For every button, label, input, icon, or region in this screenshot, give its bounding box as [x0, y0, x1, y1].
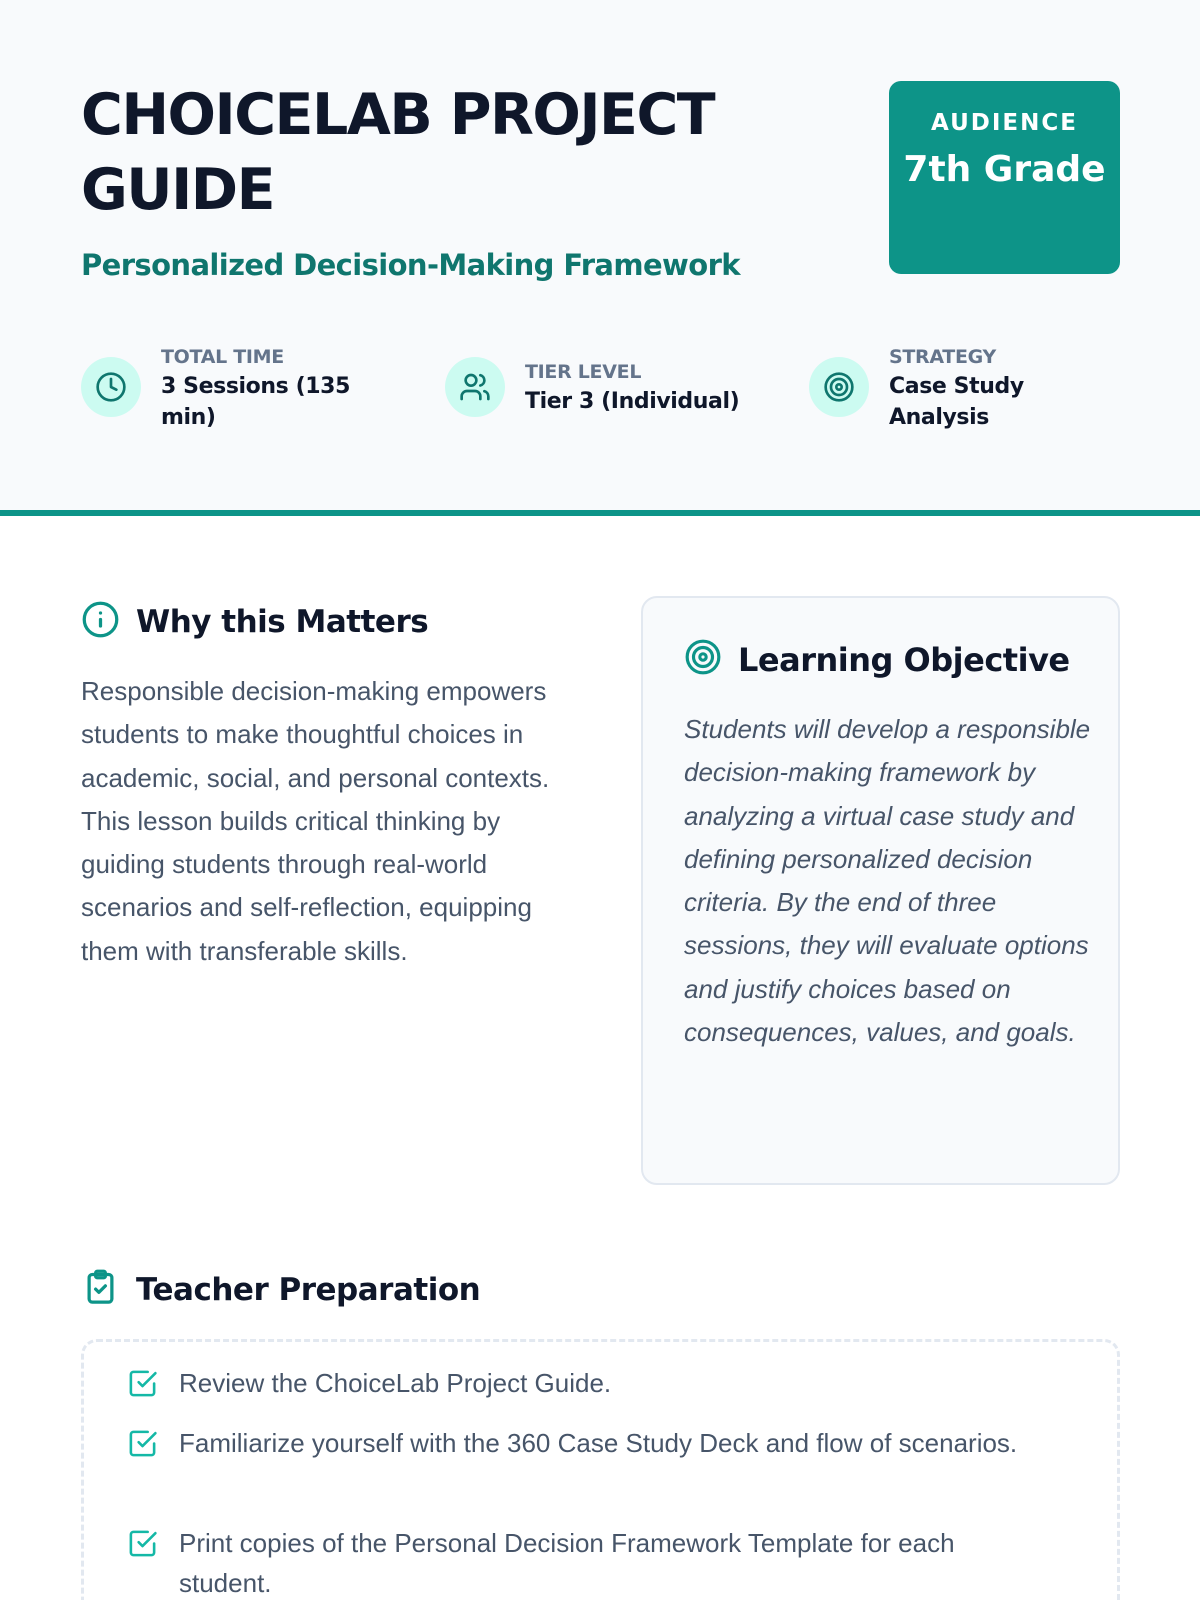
check-square-icon: [127, 1528, 158, 1559]
prep-heading: [81, 1268, 480, 1312]
page-subtitle: Personalized Decision-Making Framework: [81, 248, 740, 282]
objective-heading: [684, 638, 1070, 681]
target-icon: [684, 638, 722, 681]
meta-label: TOTAL TIME: [161, 346, 284, 368]
list-item-text: Review the ChoiceLab Project Guide.: [179, 1368, 612, 1398]
header: [0, 0, 1200, 516]
learning-objective-card: [641, 596, 1120, 1185]
meta-value: Case Study Analysis: [889, 374, 1024, 430]
audience-badge: [889, 81, 1120, 274]
meta-total-time: [81, 343, 381, 433]
meta-value: Tier 3 (Individual): [525, 389, 740, 414]
users-icon: [445, 357, 505, 417]
page-title: CHOICELAB PROJECT GUIDE: [81, 82, 715, 223]
objective-title: Learning Objective: [738, 640, 1070, 679]
prep-checklist: [81, 1339, 1120, 1600]
list-item-text: Familiarize yourself with the 360 Case Study Deck and flow of scenarios.: [179, 1428, 1018, 1458]
meta-value: 3 Sessions (135 min): [161, 374, 350, 430]
objective-body: Students will develop a responsible decision-making framework by analyzing a virtual case study and defining personalized decision criteria. By the end of three sessions, they will evaluate options and justify choices based on consequences, values, and goals.: [684, 714, 1091, 1048]
meta-strategy: [809, 343, 1109, 433]
why-title: Why this Matters: [136, 604, 429, 640]
meta-tier-level: [445, 343, 765, 433]
check-square-icon: [127, 1368, 158, 1399]
info-icon: [81, 600, 120, 644]
why-body: Responsible decision-making empowers students to make thoughtful choices in academic, social, and personal contexts. This lesson builds critical thinking by guiding students through real-world scenarios and self-reflection, equipping them with transferable skills.: [81, 676, 550, 966]
meta-label: STRATEGY: [889, 346, 996, 368]
check-square-icon: [127, 1428, 158, 1459]
audience-value: 7th Grade: [903, 149, 1106, 190]
meta-label: TIER LEVEL: [525, 361, 642, 383]
clock-icon: [81, 357, 141, 417]
list-item-text: Print copies of the Personal Decision Framework Template for each student.: [179, 1528, 955, 1598]
target-icon: [809, 357, 869, 417]
clipboard-check-icon: [81, 1268, 120, 1312]
prep-title: Teacher Preparation: [136, 1272, 481, 1308]
audience-label: AUDIENCE: [931, 110, 1078, 136]
why-heading: [81, 600, 428, 644]
